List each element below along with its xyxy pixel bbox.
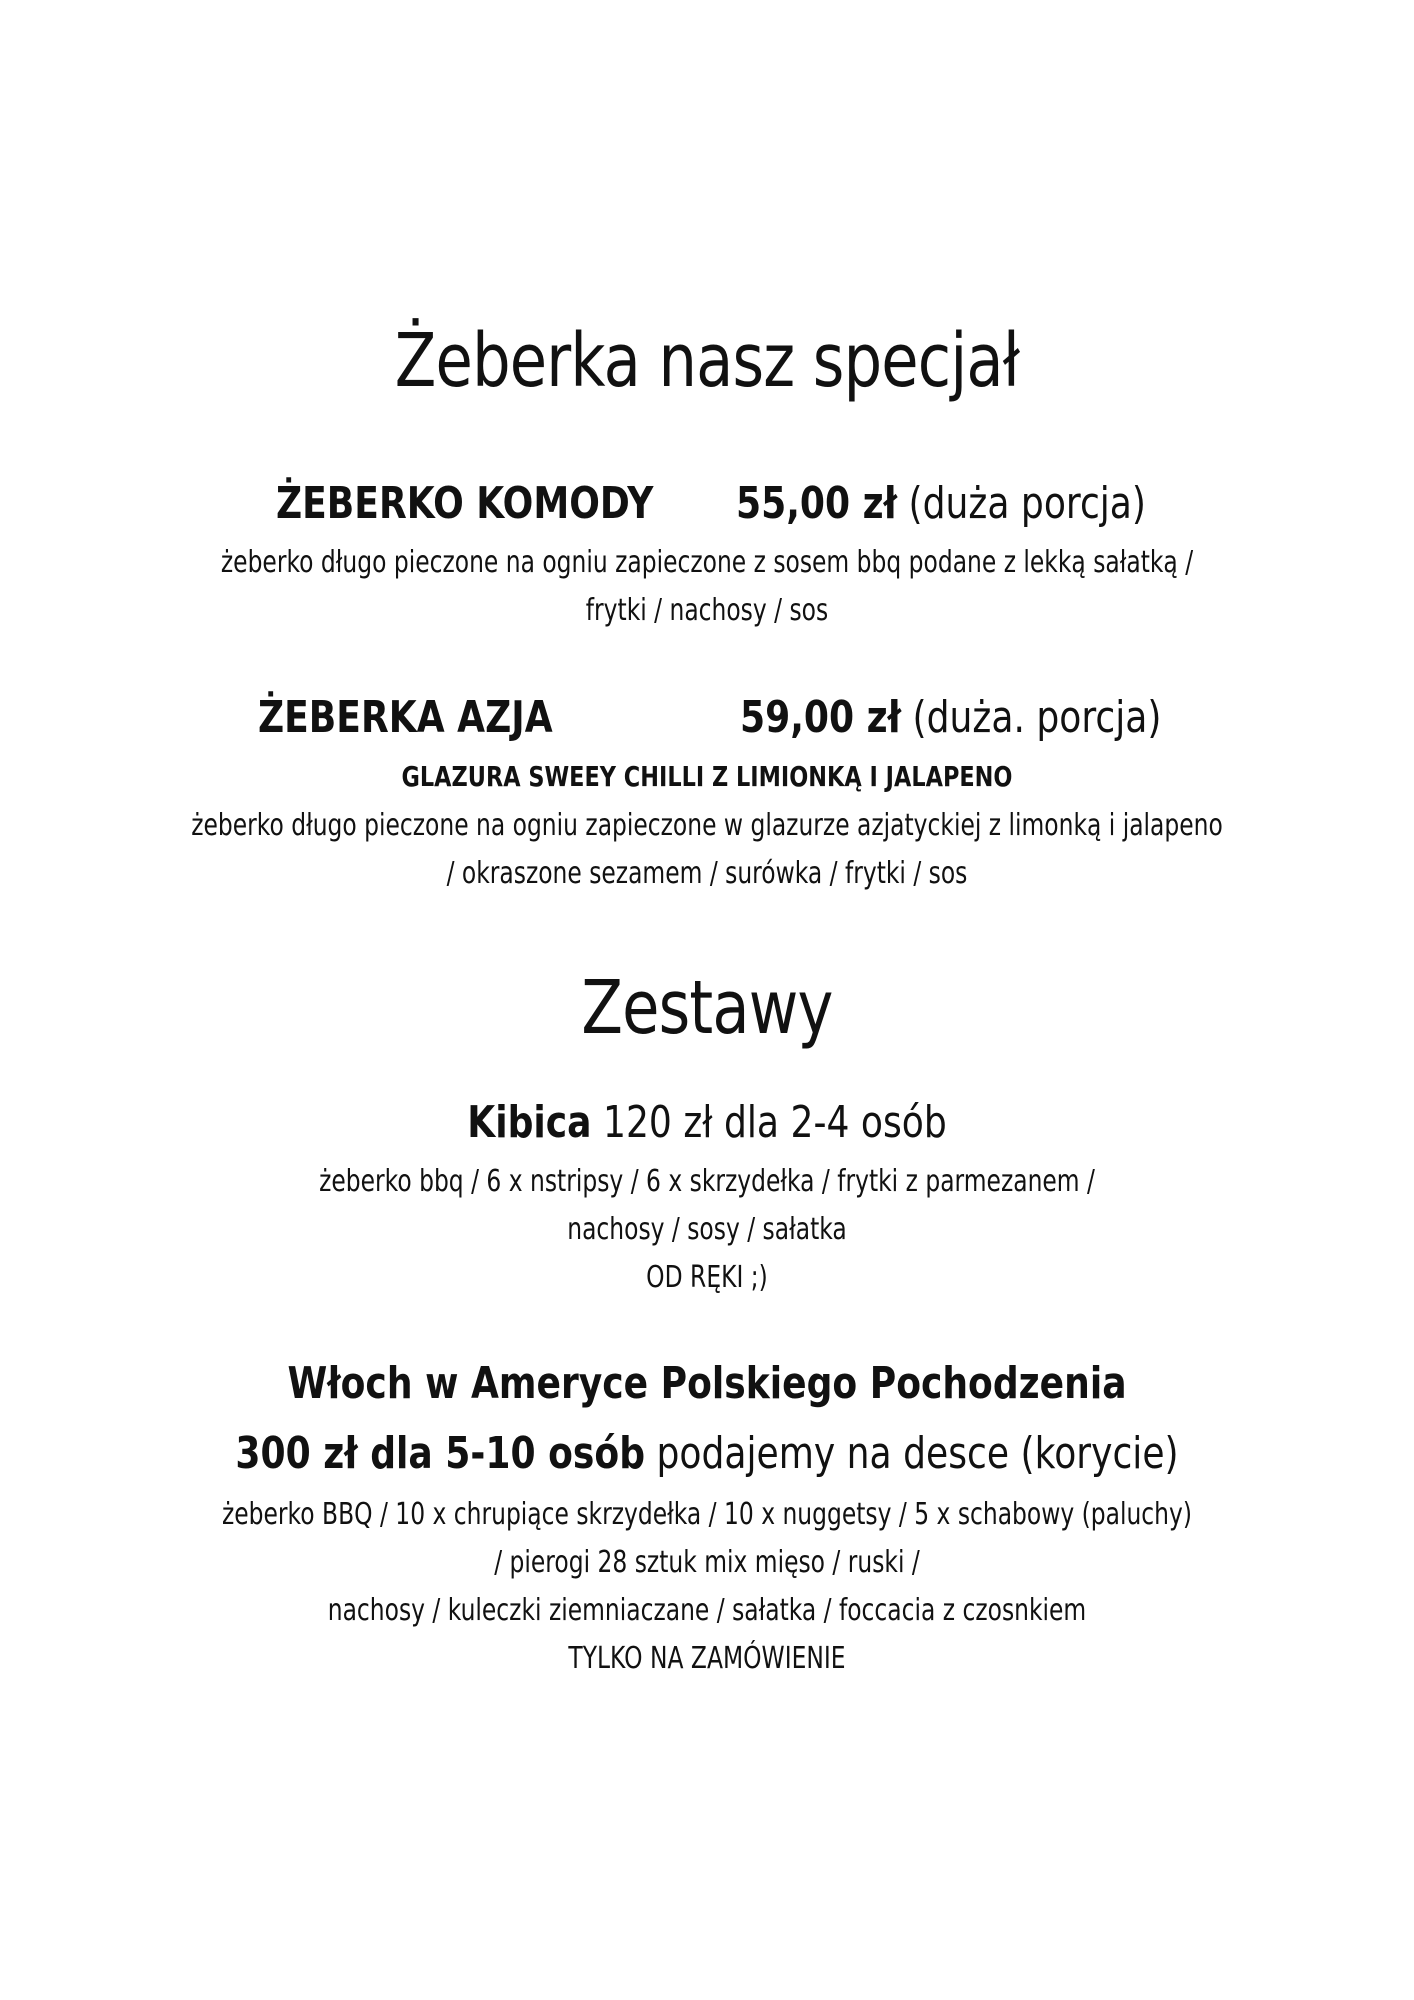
menu-item-price-group <box>740 692 1161 743</box>
set-price-bold: 300 zł dla 5-10 osób <box>235 1428 646 1479</box>
set-description-line: żeberko bbq / 6 x nstripsy / 6 x skrzydełka / frytki z parmezanem / <box>319 1164 1095 1199</box>
set-name: Kibica <box>467 1097 592 1148</box>
set-description-line: / pierogi 28 sztuk mix mięso / ruski / <box>494 1545 920 1580</box>
menu-item-description-line: frytki / nachosy / sos <box>585 593 829 628</box>
menu-item-price-group <box>736 478 1146 529</box>
menu-item-price: 55,00 zł <box>736 478 898 529</box>
set-description-line: żeberko BBQ / 10 x chrupiące skrzydełka / 10 x nuggetsy / 5 x schabowy (paluchy) <box>221 1497 1192 1532</box>
set-description-line: nachosy / sosy / sałatka <box>567 1212 847 1247</box>
menu-item-portion-note: (duża porcja) <box>908 478 1146 529</box>
section-title-ribs: Żeberka nasz specjał <box>394 318 1020 404</box>
set-heading <box>127 1428 1286 1479</box>
menu-item-description-line: żeberko długo pieczone na ogniu zapieczone z sosem bbq podane z lekką sałatką / <box>220 545 1194 580</box>
menu-item-price: 59,00 zł <box>740 692 902 743</box>
set-price-note: podajemy na desce (korycie) <box>656 1428 1179 1479</box>
set-description-line: nachosy / kuleczki ziemniaczane / sałatka / foccacia z czosnkiem <box>327 1593 1087 1628</box>
set-description-line: TYLKO NA ZAMÓWIENIE <box>568 1641 846 1676</box>
menu-item-name: ŻEBERKO KOMODY <box>276 478 654 529</box>
section-title-sets: Zestawy <box>581 965 833 1051</box>
menu-item-portion-note: (duża. porcja) <box>912 692 1162 743</box>
set-heading <box>127 1097 1286 1148</box>
menu-item-name: ŻEBERKA AZJA <box>258 692 553 743</box>
set-name: Włoch w Ameryce Polskiego Pochodzenia <box>287 1358 1127 1409</box>
menu-item-description-line: / okraszone sezamem / surówka / frytki / sos <box>446 856 968 891</box>
menu-item-subtitle: GLAZURA SWEEY CHILLI Z LIMIONKĄ I JALAPENO <box>401 760 1013 793</box>
menu-item-description-line: żeberko długo pieczone na ogniu zapieczone w glazurze azjatyckiej z limonką i jalapeno <box>191 808 1223 843</box>
set-description-line: OD RĘKI ;) <box>646 1260 768 1295</box>
set-price-info: 120 zł dla 2-4 osób <box>602 1097 947 1148</box>
